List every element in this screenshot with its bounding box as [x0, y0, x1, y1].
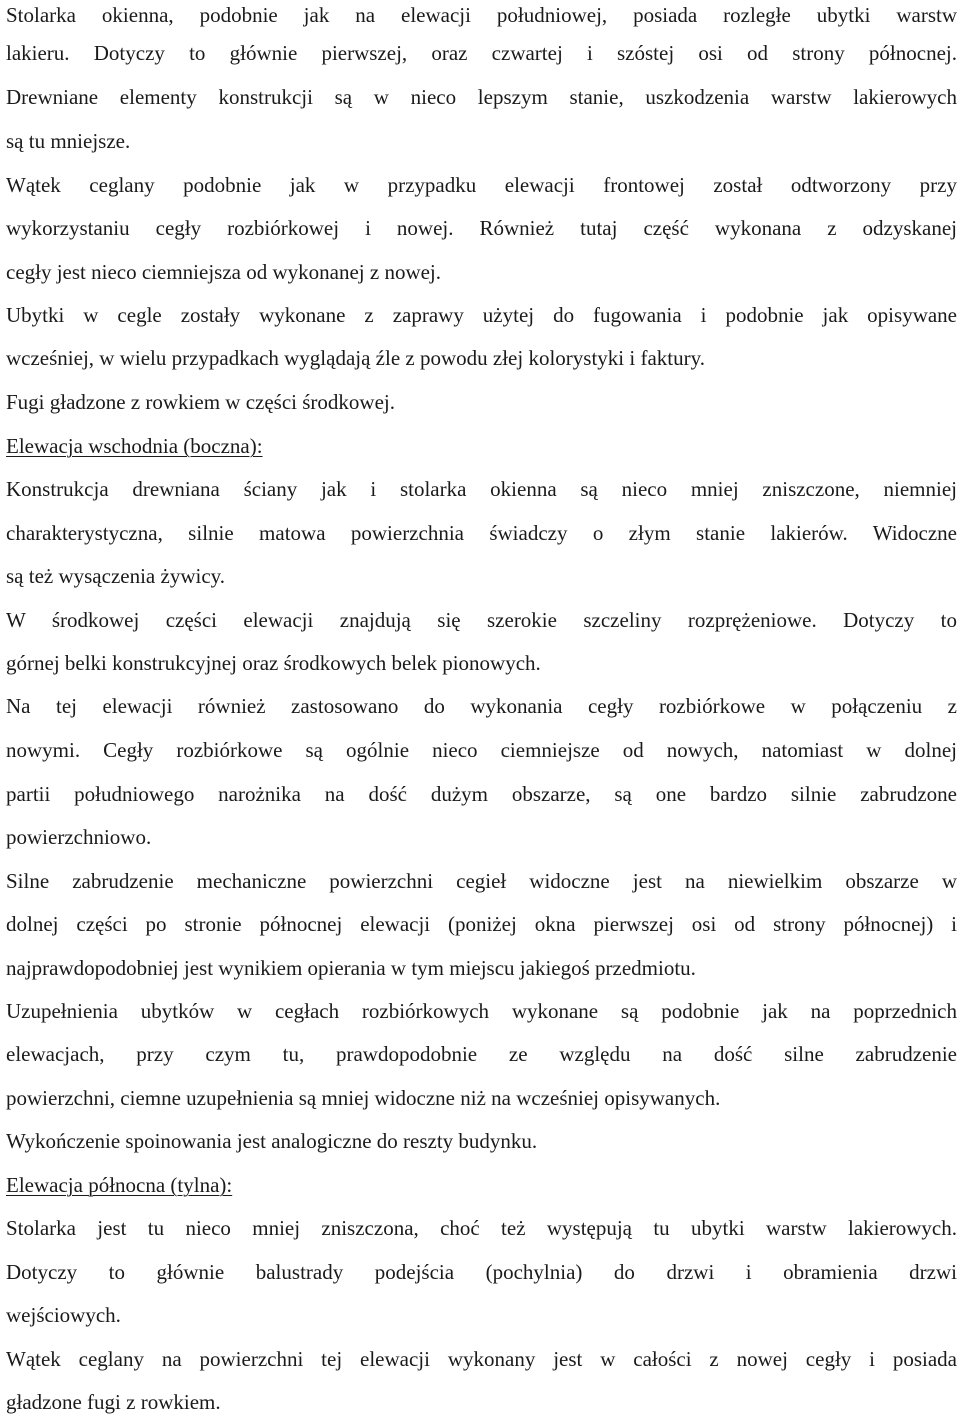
text-line: Drewniane elementy konstrukcji są w nieco lepszym stanie, uszkodzenia warstw lakierowych [6, 85, 957, 109]
text-line: są też wysączenia żywicy. [6, 564, 226, 588]
text-line: wcześniej, w wielu przypadkach wyglądają źle z powodu złej kolorystyki i faktury. [6, 346, 705, 370]
text-line: partii południowego narożnika na dość dużym obszarze, są one bardzo silnie zabrudzone [6, 782, 957, 806]
text-line: cegły jest nieco ciemniejsza od wykonanej z nowej. [6, 260, 442, 284]
text-line: lakieru. Dotyczy to głównie pierwszej, oraz czwartej i szóstej osi od strony północnej. [6, 41, 957, 65]
section-heading: Elewacja wschodnia (boczna): [6, 434, 263, 458]
text-line: Wątek ceglany na powierzchni tej elewacji wykonany jest w całości z nowej cegły i posiada [6, 1347, 957, 1371]
section-heading: Elewacja północna (tylna): [6, 1173, 233, 1197]
text-line: Dotyczy to głównie balustrady podejścia (pochylnia) do drzwi i obramienia drzwi [6, 1260, 957, 1284]
text-line: Silne zabrudzenie mechaniczne powierzchni cegieł widoczne jest na niewielkim obszarze w [6, 869, 957, 893]
text-line: W środkowej części elewacji znajdują się szerokie szczeliny rozprężeniowe. Dotyczy to [6, 608, 957, 632]
text-line: wykorzystaniu cegły rozbiórkowej i nowej. Również tutaj część wykonana z odzyskanej [6, 216, 957, 240]
text-line: powierzchniowo. [6, 825, 152, 849]
text-line: powierzchni, ciemne uzupełnienia są mniej widoczne niż na wcześniej opisywanych. [6, 1086, 721, 1110]
text-line: wejściowych. [6, 1303, 121, 1327]
text-line: charakterystyczna, silnie matowa powierzchnia świadczy o złym stanie lakierów. Widoczne [6, 521, 957, 545]
text-line: Wykończenie spoinowania jest analogiczne do reszty budynku. [6, 1129, 538, 1153]
text-line: Ubytki w cegle zostały wykonane z zaprawy użytej do fugowania i podobnie jak opisywane [6, 303, 957, 327]
text-line: elewacjach, przy czym tu, prawdopodobnie ze względu na dość silne zabrudzenie [6, 1042, 957, 1066]
text-line: dolnej części po stronie północnej elewacji (poniżej okna pierwszej osi od strony północnej) i [6, 912, 957, 936]
text-line: Uzupełnienia ubytków w cegłach rozbiórkowych wykonane są podobnie jak na poprzednich [6, 999, 957, 1023]
text-line: są tu mniejsze. [6, 129, 131, 153]
text-line: najprawdopodobniej jest wynikiem opierania w tym miejscu jakiegoś przedmiotu. [6, 956, 696, 980]
text-line: Fugi gładzone z rowkiem w części środkowej. [6, 390, 395, 414]
text-line: gładzone fugi z rowkiem. [6, 1390, 221, 1414]
text-line: Stolarka jest tu nieco mniej zniszczona, choć też występują tu ubytki warstw lakierowych. [6, 1216, 957, 1240]
text-line: Na tej elewacji również zastosowano do wykonania cegły rozbiórkowe w połączeniu z [6, 694, 957, 718]
text-line: Stolarka okienna, podobnie jak na elewacji południowej, posiada rozległe ubytki warstw [6, 3, 957, 27]
text-line: Konstrukcja drewniana ściany jak i stolarka okienna są nieco mniej zniszczone, niemniej [6, 477, 957, 501]
text-line: Wątek ceglany podobnie jak w przypadku elewacji frontowej został odtworzony przy [6, 173, 957, 197]
text-line: nowymi. Cegły rozbiórkowe są ogólnie nieco ciemniejsze od nowych, natomiast w dolnej [6, 738, 957, 762]
text-line: górnej belki konstrukcyjnej oraz środkowych belek pionowych. [6, 651, 541, 675]
